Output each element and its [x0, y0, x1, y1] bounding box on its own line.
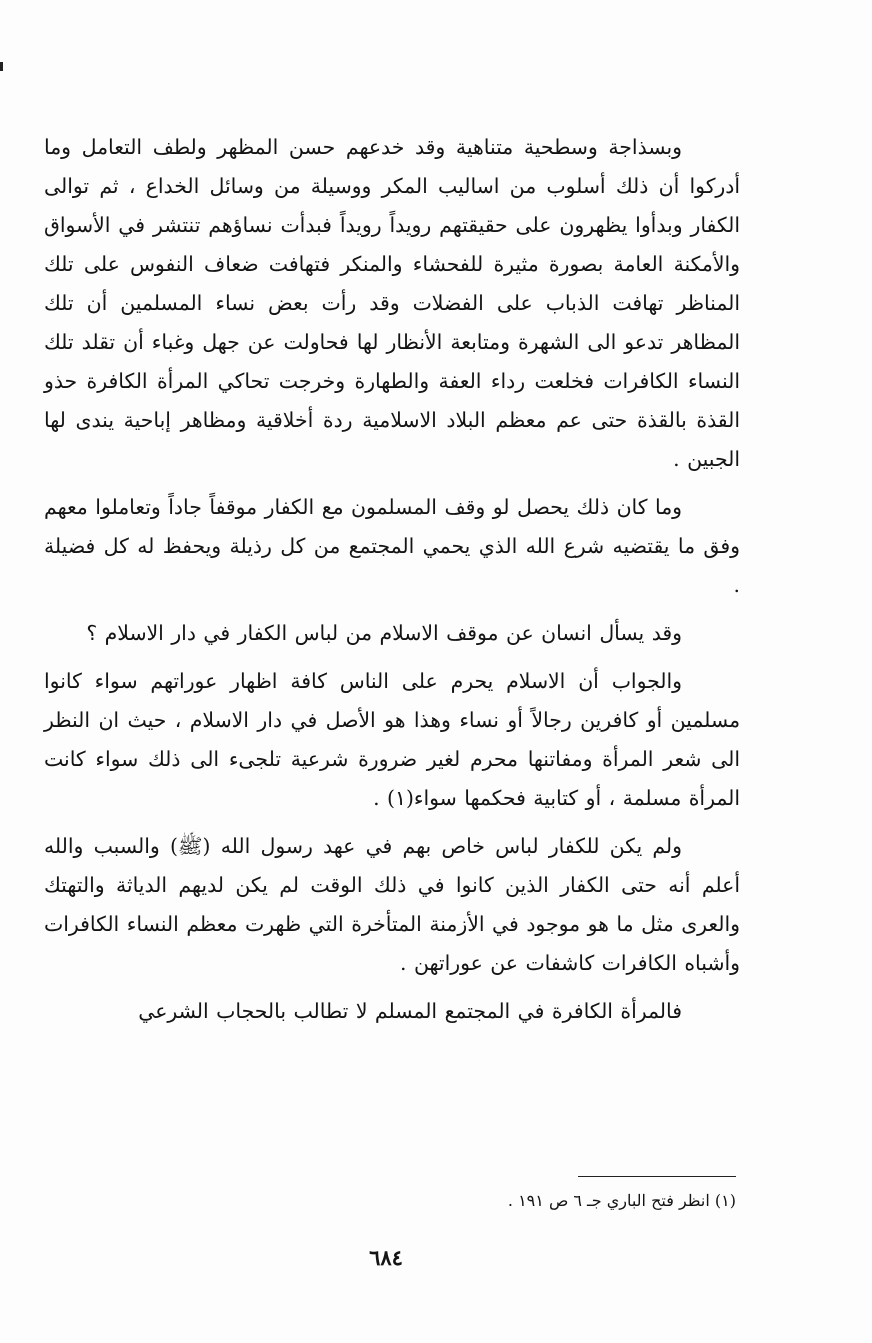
paragraph: فالمرأة الكافرة في المجتمع المسلم لا تطالب بالحجاب الشرعي [138, 999, 682, 1023]
body-text [44, 128, 740, 1040]
scan-edge-mark [0, 62, 3, 71]
paragraph: ولم يكن للكفار لباس خاص بهم في عهد رسول الله (ﷺ) والسبب والله أعلم أنه حتى الكفار الذين كانوا في ذلك الوقت لم يكن لديهم الدياثة والتهتك والعرى مثل ما هو موجود في الأزمنة المتأخرة التي ظهرت معظم النساء الكافرات وأشباه الكافرات كاشفات عن عوراتهن . [44, 834, 740, 975]
paragraph: وما كان ذلك يحصل لو وقف المسلمون مع الكفار موقفاً جاداً وتعاملوا معهم وفق ما يقتضيه شرع الله الذي يحمي المجتمع من كل رذيلة ويحفظ له كل فضيلة . [44, 495, 740, 597]
paragraph: والجواب أن الاسلام يحرم على الناس كافة اظهار عوراتهم سواء كانوا مسلمين أو كافرين رجالاً أو نساء وهذا هو الأصل في دار الاسلام ، حيث ان النظر الى شعر المرأة ومفاتنها محرم لغير ضرورة شرعية تلجىء الى ذلك سواء كانت المرأة مسلمة ، أو كتابية فحكمها سواء(١) . [44, 669, 740, 810]
footnote: (١) انظر فتح الباري جـ ٦ ص ١٩١ . [507, 1191, 736, 1210]
paragraph: وقد يسأل انسان عن موقف الاسلام من لباس الكفار في دار الاسلام ؟ [86, 621, 682, 645]
page-number: ٦٨٤ [369, 1245, 403, 1270]
paragraph: وبسذاجة وسطحية متناهية وقد خدعهم حسن المظهر ولطف التعامل وما أدركوا أن ذلك أسلوب من اساليب المكر ووسيلة من وسائل الخداع ، ثم توالى الكفار وبدأوا يظهرون على حقيقتهم رويداً رويداً فبدأت نساؤهم تنتشر في الأسواق والأمكنة العامة بصورة مثيرة للفحشاء والمنكر فتهافت ضعاف النفوس على تلك المناظر تهافت الذباب على الفضلات وقد رأت بعض نساء المسلمين أن تلك المظاهر تدعو الى الشهرة ومتابعة الأنظار لها فحاولت عن جهل وغباء أن تقلد تلك النساء الكافرات فخلعت رداء العفة والطهارة وخرجت تحاكي المرأة الكافرة حذو القذة بالقذة حتى عم معظم البلاد الاسلامية ردة أخلاقية ومظاهر إباحية يندى لها الجبين . [44, 135, 741, 471]
footnote-separator [578, 1176, 736, 1177]
